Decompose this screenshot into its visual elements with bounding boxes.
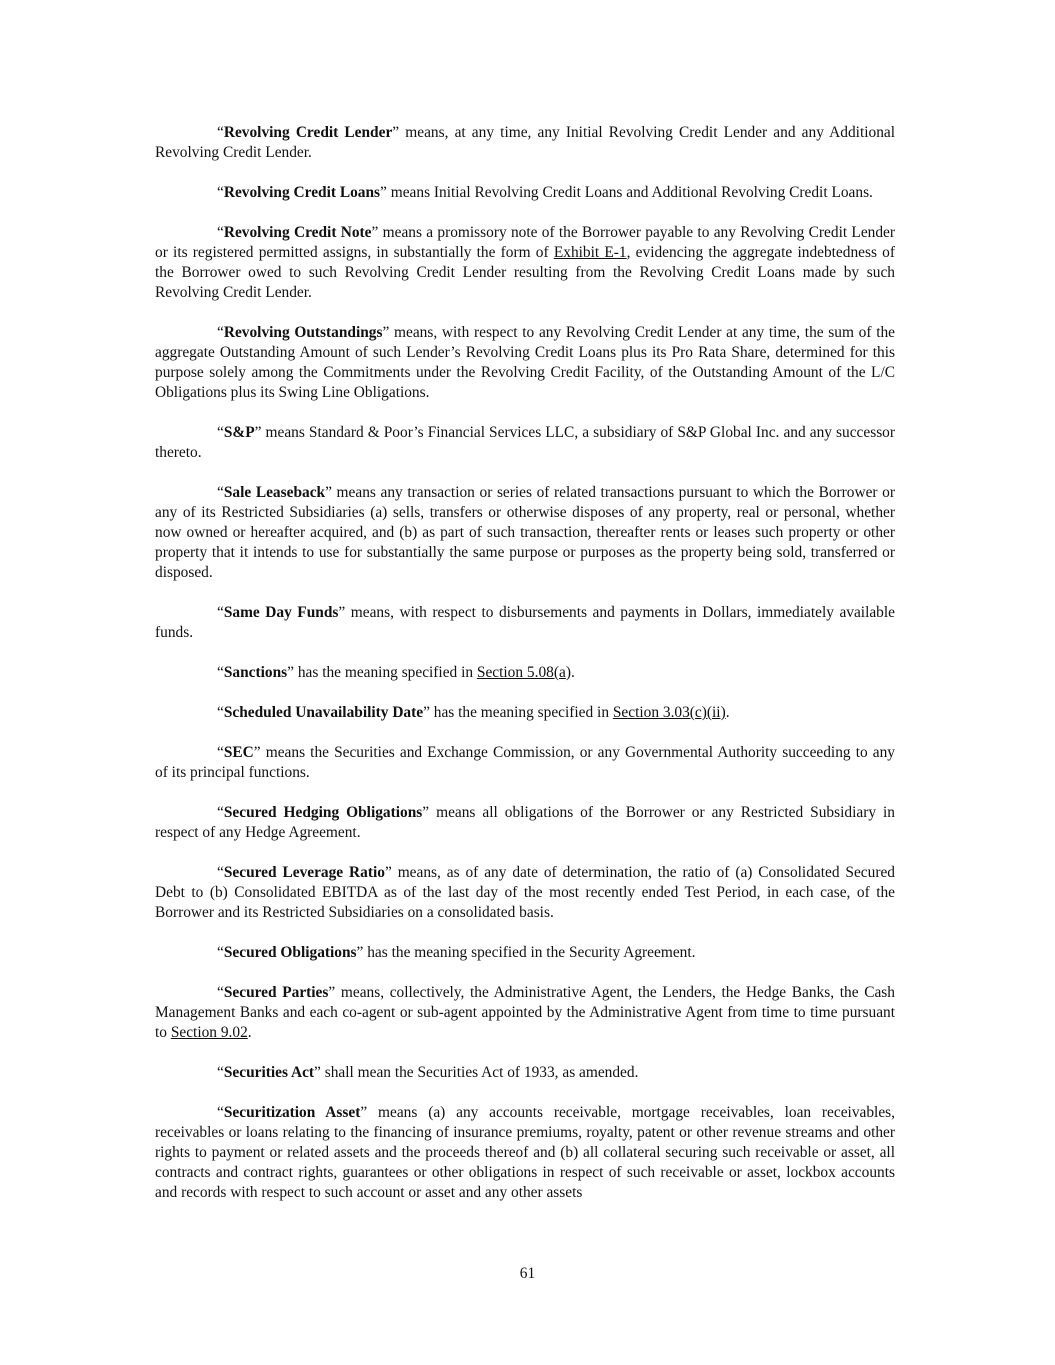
definition-text: , evidencing the aggregate indebtedness of the Borrower owed to such Revolving Credit Lender resulting from the Revolving Credit Loans made by such Revolving Credit Lender. <box>155 244 896 301</box>
page-number: 61 <box>519 1265 536 1282</box>
definition-paragraph: “Scheduled Unavailability Date” has the meaning specified in Section 3.03(c)(ii). <box>217 704 730 721</box>
cross-reference-link[interactable]: Section 5.08(a <box>476 664 566 681</box>
defined-term: Revolving Credit Note <box>223 224 372 241</box>
definition-text: means a promissory note of the Borrower payable to any Revolving Credit Lender or its registered permitted assigns, in substantially the form of <box>155 224 895 261</box>
definition-paragraph: “Same Day Funds” means, with respect to disbursements and payments in Dollars, immediately available funds. <box>155 604 895 641</box>
definition-paragraph: “Revolving Credit Note” means a promissory note of the Borrower payable to any Revolving Credit Lender or its registered permitted assigns, in substantially the form of Exhibit E-1, evidencing the aggregate indebtedness of the Borrower owed to such Revolving Credit Lender resulting from the Revolving Credit Loans made by such Revolving Credit Lender. <box>155 224 896 301</box>
definition-paragraph: “Secured Hedging Obligations” means all obligations of the Borrower or any Restricted Subsidiary in respect of any Hedge Agreement. <box>155 804 895 841</box>
definition-paragraph: “Secured Obligations” has the meaning specified in the Security Agreement. <box>217 944 696 961</box>
defined-term: Secured Leverage Ratio <box>223 864 385 881</box>
definition-text: means the Securities and Exchange Commission, or any Governmental Authority succeeding to any of its principal functions. <box>155 744 895 781</box>
definition-paragraph: “Secured Parties” means, collectively, the Administrative Agent, the Lenders, the Hedge Banks, the Cash Management Banks and each co-agent or sub-agent appointed by the Administrative Agent from time to time pursuant to Section 9.02. <box>155 984 895 1041</box>
defined-term: Scheduled Unavailability Date <box>223 704 424 721</box>
defined-term: Revolving Credit Loans <box>223 184 381 201</box>
definition-text: has the meaning specified in <box>429 704 613 721</box>
definition-paragraph: “Revolving Outstandings” means, with respect to any Revolving Credit Lender at any time, the sum of the aggregate Outstanding Amount of such Lender’s Revolving Credit Loans plus its Pro Rata Share, determined for this purpose solely among the Commitments under the Revolving Credit Facility, of the Outstanding Amount of the L/C Obligations plus its Swing Line Obligations. <box>155 324 895 401</box>
definition-paragraph: “Securitization Asset” means (a) any accounts receivable, mortgage receivables, loan receivables, receivables or loans relating to the financing of insurance premiums, royalty, patent or other revenue streams and other rights to payment or related assets and the proceeds thereof and (b) all collateral securing such receivable or asset, all contracts and contract rights, guarantees or other obligations in respect of such receivable or asset, lockbox accounts and records with respect to such account or asset and any other assets <box>155 1104 895 1201</box>
definition-text: means (a) any accounts receivable, mortgage receivables, loan receivables, receivables or loans relating to the financing of insurance premiums, royalty, patent or other revenue streams and other rights to payment or related assets and the proceeds thereof and (b) all collateral securing such receivable or asset, all contracts and contract rights, guarantees or other obligations in respect of such receivable or asset, lockbox accounts and records with respect to such account or asset and any other assets <box>155 1104 895 1201</box>
definition-paragraph: “Sale Leaseback” means any transaction or series of related transactions pursuant to which the Borrower or any of its Restricted Subsidiaries (a) sells, transfers or otherwise disposes of any property, real or personal, whether now owned or hereafter acquired, and (b) as part of such transaction, thereafter rents or leases such property or other property that it intends to use for substantially the same purpose or purposes as the property being sold, transferred or disposed. <box>155 484 895 581</box>
defined-term: S&P <box>223 424 255 441</box>
defined-term: Secured Hedging Obligations <box>223 804 423 821</box>
definition-text: means, with respect to disbursements and payments in Dollars, immediately available funds. <box>155 604 895 641</box>
definition-text: ). <box>565 664 575 681</box>
cross-reference-link[interactable]: Section 9.02 <box>170 1024 248 1041</box>
definition-text: means, collectively, the Administrative Agent, the Lenders, the Hedge Banks, the Cash Management Banks and each co-agent or sub-agent appointed by the Administrative Agent from time to time pursuant to <box>155 984 895 1041</box>
definition-text: means, at any time, any Initial Revolving Credit Lender and any Additional Revolving Credit Lender. <box>155 124 896 161</box>
cross-reference-link[interactable]: Section 3.03(c)(ii) <box>612 704 726 721</box>
document-body <box>155 123 895 1223</box>
defined-term: Securitization Asset <box>223 1104 361 1121</box>
definition-paragraph: “S&P” means Standard & Poor’s Financial Services LLC, a subsidiary of S&P Global Inc. and any successor thereto. <box>155 424 895 461</box>
defined-term: Sanctions <box>223 664 288 681</box>
cross-reference-link[interactable]: Exhibit E-1 <box>553 244 627 261</box>
definition-text: means, with respect to any Revolving Credit Lender at any time, the sum of the aggregate Outstanding Amount of such Lender’s Revolving Credit Loans plus its Pro Rata Share, determined for this purpose solely among the Commitments under the Revolving Credit Facility, of the Outstanding Amount of the L/C Obligations plus its Swing Line Obligations. <box>155 324 895 401</box>
definition-text: . <box>725 704 730 721</box>
definition-paragraph: “Secured Leverage Ratio” means, as of any date of determination, the ratio of (a) Consolidated Secured Debt to (b) Consolidated EBITDA as of the last day of the most recently ended Test Period, in each case, of the Borrower and its Restricted Subsidiaries on a consolidated basis. <box>155 864 895 921</box>
definition-paragraph: “Securities Act” shall mean the Securities Act of 1933, as amended. <box>217 1064 639 1081</box>
defined-term: Secured Parties <box>223 984 329 1001</box>
defined-term: Secured Obligations <box>223 944 357 961</box>
definition-paragraph: “Revolving Credit Lender” means, at any time, any Initial Revolving Credit Lender and any Additional Revolving Credit Lender. <box>155 124 896 161</box>
definition-text: shall mean the Securities Act of 1933, as amended. <box>320 1064 639 1081</box>
definition-text: has the meaning specified in the Security Agreement. <box>363 944 696 961</box>
defined-term: Sale Leaseback <box>223 484 326 501</box>
definition-text: means any transaction or series of related transactions pursuant to which the Borrower or any of its Restricted Subsidiaries (a) sells, transfers or otherwise disposes of any property, real or personal, whether now owned or hereafter acquired, and (b) as part of such transaction, thereafter rents or leases such property or other property that it intends to use for substantially the same purpose or purposes as the property being sold, transferred or disposed. <box>155 484 895 581</box>
defined-term: Revolving Credit Lender <box>223 124 393 141</box>
defined-term: Securities Act <box>223 1064 315 1081</box>
definition-text: has the meaning specified in <box>293 664 477 681</box>
definition-paragraph: “Sanctions” has the meaning specified in Section 5.08(a). <box>217 664 575 681</box>
definition-text: means all obligations of the Borrower or any Restricted Subsidiary in respect of any Hedge Agreement. <box>155 804 895 841</box>
definition-paragraph: “SEC” means the Securities and Exchange Commission, or any Governmental Authority succeeding to any of its principal functions. <box>155 744 895 781</box>
definition-text: means Initial Revolving Credit Loans and Additional Revolving Credit Loans. <box>386 184 873 201</box>
definition-text: means, as of any date of determination, the ratio of (a) Consolidated Secured Debt to (b) Consolidated EBITDA as of the last day of the most recently ended Test Period, in each case, of the Borrower and its Restricted Subsidiaries on a consolidated basis. <box>155 864 895 921</box>
defined-term: Revolving Outstandings <box>223 324 383 341</box>
defined-term: Same Day Funds <box>223 604 339 621</box>
definition-text: . <box>247 1024 252 1041</box>
definition-text: means Standard & Poor’s Financial Services LLC, a subsidiary of S&P Global Inc. and any successor thereto. <box>155 424 895 461</box>
defined-term: SEC <box>223 744 254 761</box>
definition-paragraph: “Revolving Credit Loans” means Initial Revolving Credit Loans and Additional Revolving Credit Loans. <box>217 184 873 201</box>
